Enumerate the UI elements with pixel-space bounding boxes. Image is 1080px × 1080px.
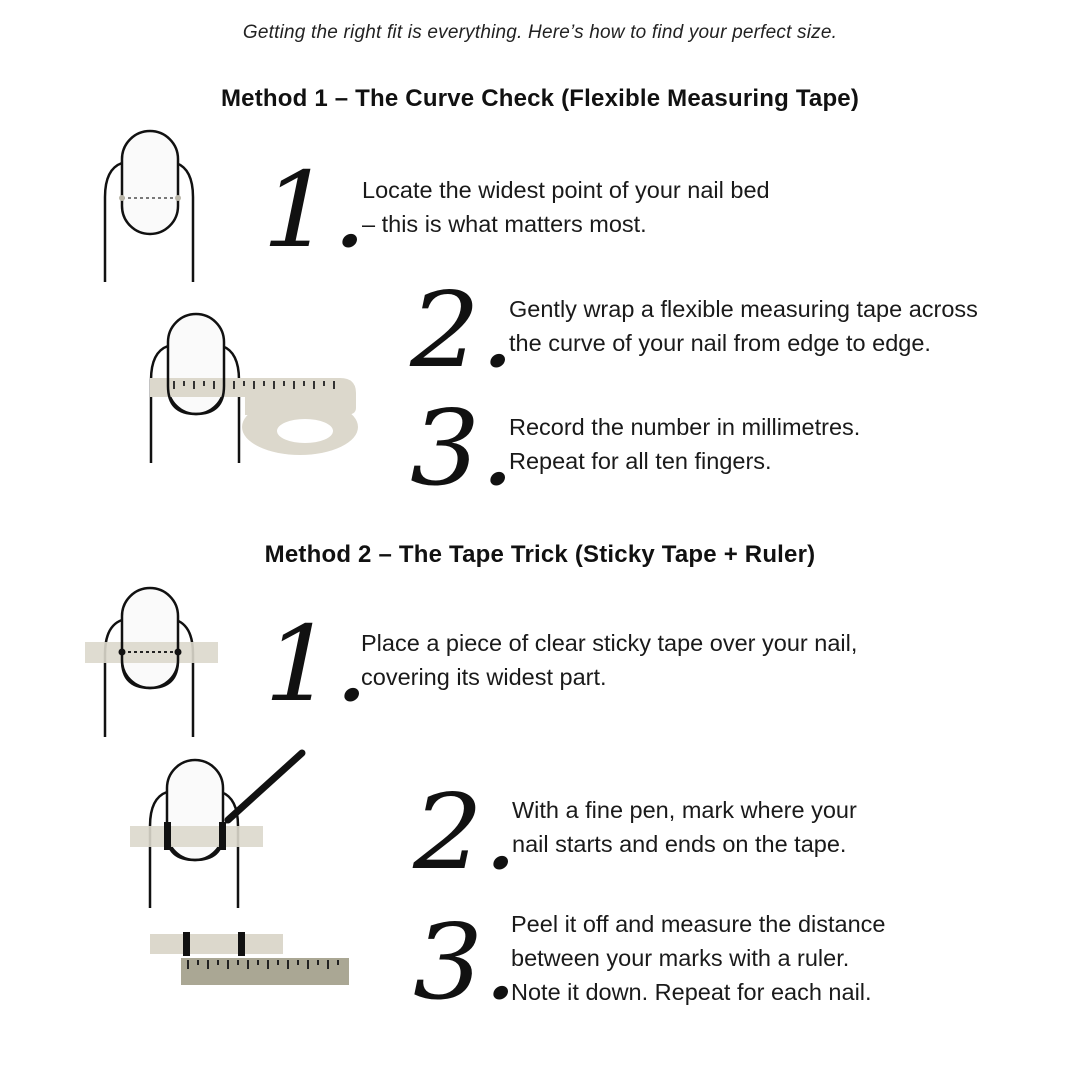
finger-measuring-tape-illustration: [140, 305, 370, 470]
m1-step-3-number: 3.: [410, 387, 516, 509]
m2-step-3-text: Peel it off and measure the distance between your marks with a ruler. Note it down. Repeat for each nail.: [511, 911, 886, 1005]
m1-step-2-text: Gently wrap a flexible measuring tape across the curve of your nail from edge to edge.: [509, 296, 978, 356]
method-1-heading: Method 1 – The Curve Check (Flexible Measuring Tape): [220, 85, 860, 112]
intro-text: Getting the right fit is everything. Here’s how to find your perfect size.: [242, 22, 838, 43]
finger-nail-widest-point-illustration: [95, 125, 205, 285]
m2-step-2-number: 2.: [413, 771, 519, 893]
method-2-heading: Method 2 – The Tape Trick (Sticky Tape + Ruler): [264, 541, 816, 568]
m1-step-3-text: Record the number in millimetres. Repeat for all ten fingers.: [509, 414, 861, 474]
m1-step-1-number: 1.: [262, 149, 368, 271]
m2-step-2-text: With a fine pen, mark where your nail starts and ends on the tape.: [512, 797, 857, 857]
m2-step-1-text: Place a piece of clear sticky tape over your nail, covering its widest part.: [361, 630, 858, 690]
m1-step-1-text: Locate the widest point of your nail bed – this is what matters most.: [362, 177, 770, 237]
m1-step-2-number: 2.: [410, 269, 516, 391]
tape-and-ruler-illustration: [148, 928, 353, 990]
finger-sticky-tape-illustration: [85, 582, 225, 742]
finger-pen-marking-illustration: [128, 748, 313, 913]
m2-step-1-number: 1.: [264, 603, 370, 725]
m2-step-3-number: 3.: [413, 901, 519, 1023]
